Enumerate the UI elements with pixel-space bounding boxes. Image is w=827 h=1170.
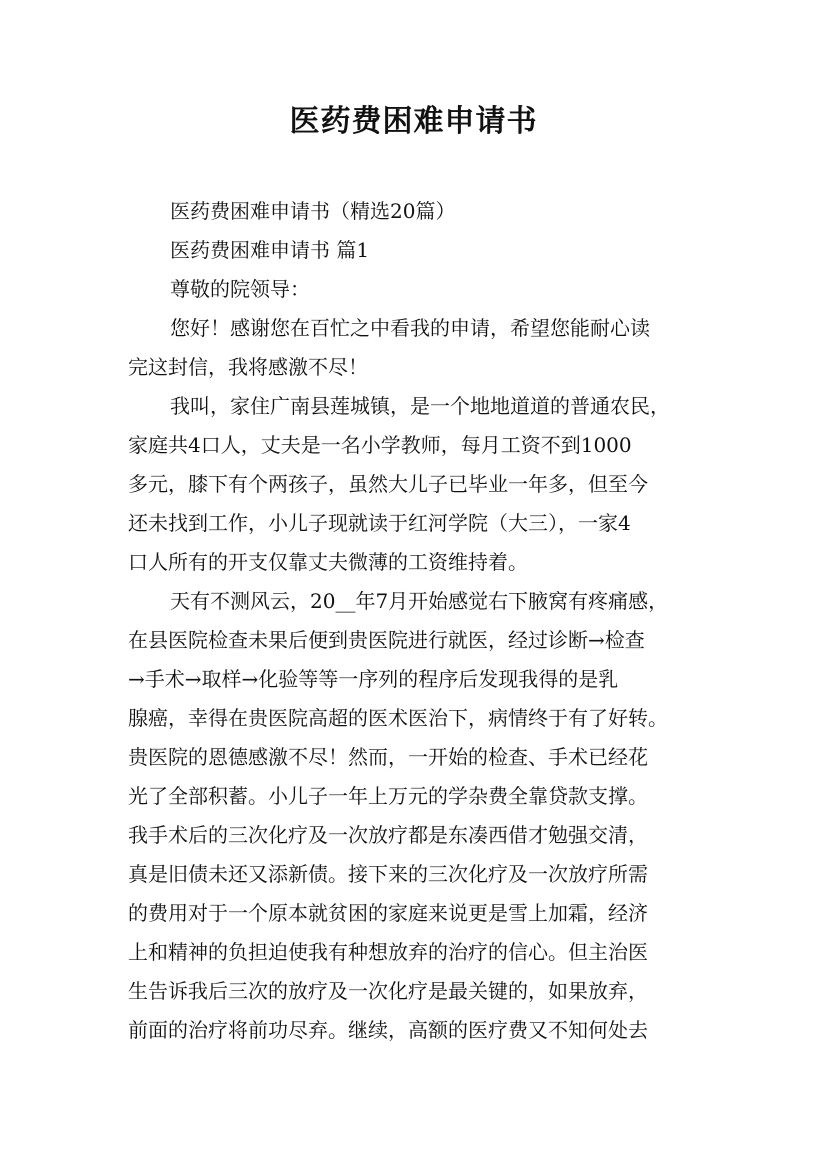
paragraph-line: 我叫，家住广南县莲城镇，是一个地地道道的普通农民， [170, 394, 670, 418]
paragraph-line: 腺癌，幸得在贵医院高超的医术医治下，病情终于有了好转。 [128, 706, 668, 730]
subtitle-line: 医药费困难申请书（精选20篇） [170, 199, 456, 223]
paragraph-line: 光了全部积蓄。小儿子一年上万元的学杂费全靠贷款支撑。 [128, 784, 648, 808]
section-heading: 医药费困难申请书 篇1 [170, 238, 370, 262]
paragraph-line: 生告诉我后三次的放疗及一次化疗是最关键的，如果放弃， [128, 979, 648, 1003]
paragraph-line: 在县医院检查未果后便到贵医院进行就医，经过诊断→检查 [128, 628, 645, 652]
paragraph-line: 口人所有的开支仅靠丈夫微薄的工资维持着。 [128, 550, 528, 574]
paragraph-line: 前面的治疗将前功尽弃。继续，高额的医疗费又不知何处去 [128, 1018, 648, 1042]
paragraph-line: 多元，膝下有个两孩子，虽然大儿子已毕业一年多，但至今 [128, 472, 648, 496]
paragraph-line: 我手术后的三次化疗及一次放疗都是东凑西借才勉强交清， [128, 823, 648, 847]
paragraph-line: 家庭共4口人，丈夫是一名小学教师，每月工资不到1000 [128, 433, 632, 457]
paragraph-line: 完这封信，我将感激不尽！ [128, 355, 368, 379]
paragraph-line: 贵医院的恩德感激不尽！然而，一开始的检查、手术已经花 [128, 745, 648, 769]
document-body [128, 192, 713, 1050]
paragraph-line: 还未找到工作，小儿子现就读于红河学院（大三），一家4 [128, 511, 631, 535]
paragraph-line: 上和精神的负担迫使我有种想放弃的治疗的信心。但主治医 [128, 940, 648, 964]
paragraph-line: →手术→取样→化验等等一序列的程序后发现我得的是乳 [128, 667, 619, 691]
paragraph-line: 真是旧债未还又添新债。接下来的三次化疗及一次放疗所需 [128, 862, 648, 886]
paragraph-line: 的费用对于一个原本就贫困的家庭来说更是雪上加霜，经济 [128, 901, 648, 925]
paragraph-line: 您好！感谢您在百忙之中看我的申请，希望您能耐心读 [170, 316, 650, 340]
salutation: 尊敬的院领导： [170, 277, 310, 301]
paragraph-line: 天有不测风云，20__年7月开始感觉右下腋窝有疼痛感， [170, 589, 669, 613]
document-title: 医药费困难申请书 [289, 104, 538, 139]
